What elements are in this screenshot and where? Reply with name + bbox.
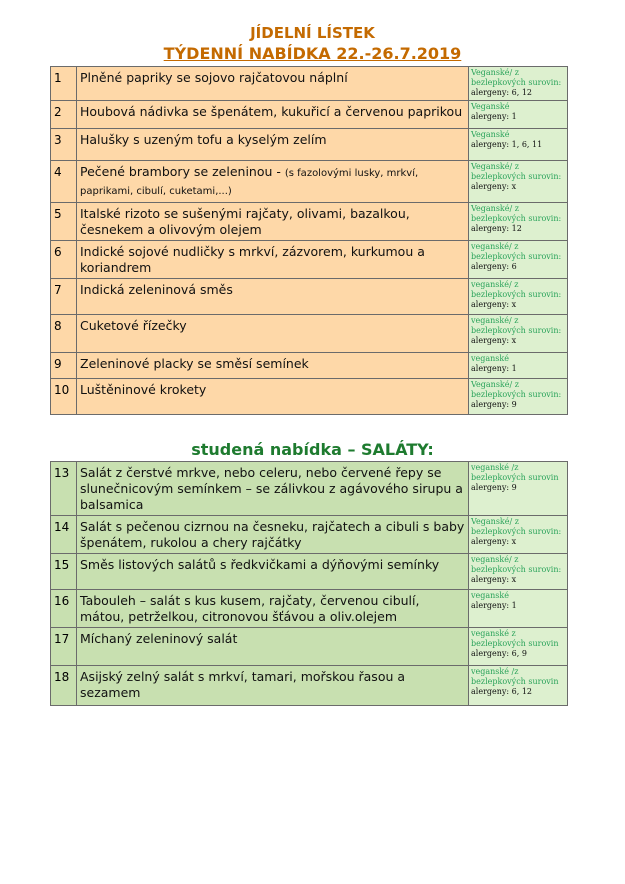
dish-number: 14 <box>51 516 77 554</box>
vegan-label: Veganské/ z bezlepkových surovin: <box>471 517 562 536</box>
dish-name: Tabouleh – salát s kus kusem, rajčaty, červenou cibulí, mátou, petrželkou, citronovou šťávou a oliv.olejem <box>80 593 420 624</box>
dish-name-cell <box>77 315 469 353</box>
diet-info-cell <box>469 203 568 241</box>
dish-name: Houbová nádivka se špenátem, kukuřicí a červenou paprikou <box>80 104 463 119</box>
dish-number: 10 <box>51 379 77 415</box>
dish-name-cell <box>77 379 469 415</box>
allergens-label: alergeny: x <box>471 336 517 345</box>
dish-name-cell <box>77 161 469 203</box>
dish-name-cell <box>77 666 469 706</box>
dish-number: 9 <box>51 353 77 379</box>
hot-menu-table <box>50 66 568 415</box>
dish-name: Halušky s uzeným tofu a kyselým zelím <box>80 132 327 147</box>
diet-info-cell <box>469 590 568 628</box>
dish-name-cell <box>77 129 469 161</box>
menu-row <box>51 554 568 590</box>
dish-name: Salát z čerstvé mrkve, nebo celeru, nebo červené řepy se slunečnicovým semínkem – se zálivkou z agávového sirupu a balsamica <box>80 465 463 512</box>
dish-name-cell <box>77 554 469 590</box>
vegan-label: veganské/ z bezlepkových surovin: <box>471 555 562 574</box>
vegan-label: veganské/ z bezlepkových surovin: <box>471 242 562 261</box>
dish-number: 17 <box>51 628 77 666</box>
allergens-label: alergeny: x <box>471 182 517 191</box>
dish-name-cell <box>77 101 469 129</box>
dish-name: Indická zeleninová směs <box>80 282 233 297</box>
diet-info-cell <box>469 67 568 101</box>
dish-name: Luštěninové krokety <box>80 382 207 397</box>
allergens-label: alergeny: 1 <box>471 112 517 121</box>
diet-info-cell <box>469 554 568 590</box>
dish-note: (s fazolovými lusky, mrkví, paprikami, cibulí, cuketami,...) <box>80 168 419 197</box>
diet-info-cell <box>469 241 568 279</box>
dish-name: Zeleninové placky se směsí semínek <box>80 356 309 371</box>
dish-number: 13 <box>51 462 77 516</box>
dish-number: 2 <box>51 101 77 129</box>
dish-name: Asijský zelný salát s mrkví, tamari, mořskou řasou a sezamem <box>80 669 406 700</box>
vegan-label: veganské <box>471 354 509 363</box>
menu-row <box>51 203 568 241</box>
dish-name: Indické sojové nudličky s mrkví, zázvorem, kurkumou a koriandrem <box>80 244 425 275</box>
vegan-label: veganské/ z bezlepkových surovin: <box>471 280 562 299</box>
dish-number: 5 <box>51 203 77 241</box>
allergens-label: alergeny: x <box>471 575 517 584</box>
vegan-label: veganské /z bezlepkových surovin <box>471 463 559 482</box>
menu-row <box>51 129 568 161</box>
dish-number: 7 <box>51 279 77 315</box>
diet-info-cell <box>469 315 568 353</box>
vegan-label: veganské z bezlepkových surovin <box>471 629 559 648</box>
allergens-label: alergeny: 12 <box>471 224 522 233</box>
dish-number: 18 <box>51 666 77 706</box>
dish-name: Plněné papriky se sojovo rajčatovou náplní <box>80 70 348 85</box>
diet-info-cell <box>469 161 568 203</box>
diet-info-cell <box>469 353 568 379</box>
allergens-label: alergeny: 1, 6, 11 <box>471 140 543 149</box>
vegan-label: veganské <box>471 591 509 600</box>
dish-name: Salát s pečenou cizrnou na česneku, rajčatech a cibuli s baby špenátem, rukolou a chery rajčátky <box>80 519 465 550</box>
menu-row <box>51 101 568 129</box>
diet-info-cell <box>469 129 568 161</box>
vegan-label: Veganské/ z bezlepkových surovin: <box>471 162 562 181</box>
allergens-label: alergeny: 9 <box>471 400 517 409</box>
dish-number: 4 <box>51 161 77 203</box>
dish-number: 16 <box>51 590 77 628</box>
vegan-label: Veganské/ z bezlepkových surovin: <box>471 380 562 399</box>
dish-name: Směs listových salátů s ředkvičkami a dýňovými semínky <box>80 557 440 572</box>
page-title: JÍDELNÍ LÍSTEK <box>250 24 375 42</box>
dish-name-cell <box>77 462 469 516</box>
dish-name-cell <box>77 516 469 554</box>
dish-name-cell <box>77 203 469 241</box>
diet-info-cell <box>469 516 568 554</box>
allergens-label: alergeny: 1 <box>471 364 517 373</box>
dish-number: 15 <box>51 554 77 590</box>
dish-name-cell <box>77 279 469 315</box>
menu-row <box>51 462 568 516</box>
menu-row <box>51 161 568 203</box>
dish-name: Míchaný zeleninový salát <box>80 631 238 646</box>
dish-number: 1 <box>51 67 77 101</box>
dish-number: 3 <box>51 129 77 161</box>
menu-row <box>51 353 568 379</box>
dish-number: 6 <box>51 241 77 279</box>
dish-name-cell <box>77 590 469 628</box>
allergens-label: alergeny: x <box>471 537 517 546</box>
allergens-label: alergeny: 9 <box>471 483 517 492</box>
vegan-label: Veganské <box>471 130 510 139</box>
allergens-label: alergeny: x <box>471 300 517 309</box>
menu-row <box>51 279 568 315</box>
dish-name: Italské rizoto se sušenými rajčaty, olivami, bazalkou, česnekem a olivovým olejem <box>80 206 410 237</box>
allergens-label: alergeny: 6, 12 <box>471 88 533 97</box>
diet-info-cell <box>469 462 568 516</box>
vegan-label: Veganské <box>471 102 510 111</box>
vegan-label: Veganské/ z bezlepkových surovin: <box>471 68 562 87</box>
menu-row <box>51 67 568 101</box>
menu-row <box>51 241 568 279</box>
dish-name: Pečené brambory se zeleninou - <box>80 164 285 179</box>
dish-name-cell <box>77 241 469 279</box>
menu-row <box>51 379 568 415</box>
dish-number: 8 <box>51 315 77 353</box>
allergens-label: alergeny: 6, 9 <box>471 649 527 658</box>
vegan-label: veganské /z bezlepkových surovin <box>471 667 559 686</box>
dish-name: Cuketové řízečky <box>80 318 187 333</box>
cold-menu-table <box>50 461 568 706</box>
diet-info-cell <box>469 379 568 415</box>
cold-menu-heading: studená nabídka – SALÁTY: <box>191 440 434 459</box>
menu-row <box>51 666 568 706</box>
menu-row <box>51 516 568 554</box>
vegan-label: Veganské/ z bezlepkových surovin: <box>471 204 562 223</box>
menu-row <box>51 315 568 353</box>
allergens-label: alergeny: 6, 12 <box>471 687 533 696</box>
menu-row <box>51 628 568 666</box>
dish-name-cell <box>77 353 469 379</box>
dish-name-cell <box>77 628 469 666</box>
diet-info-cell <box>469 279 568 315</box>
diet-info-cell <box>469 628 568 666</box>
diet-info-cell <box>469 101 568 129</box>
dish-name-cell <box>77 67 469 101</box>
diet-info-cell <box>469 666 568 706</box>
menu-row <box>51 590 568 628</box>
page-subtitle: TÝDENNÍ NABÍDKA 22.-26.7.2019 <box>163 44 462 63</box>
allergens-label: alergeny: 6 <box>471 262 517 271</box>
allergens-label: alergeny: 1 <box>471 601 517 610</box>
vegan-label: veganské/ z bezlepkových surovin: <box>471 316 562 335</box>
